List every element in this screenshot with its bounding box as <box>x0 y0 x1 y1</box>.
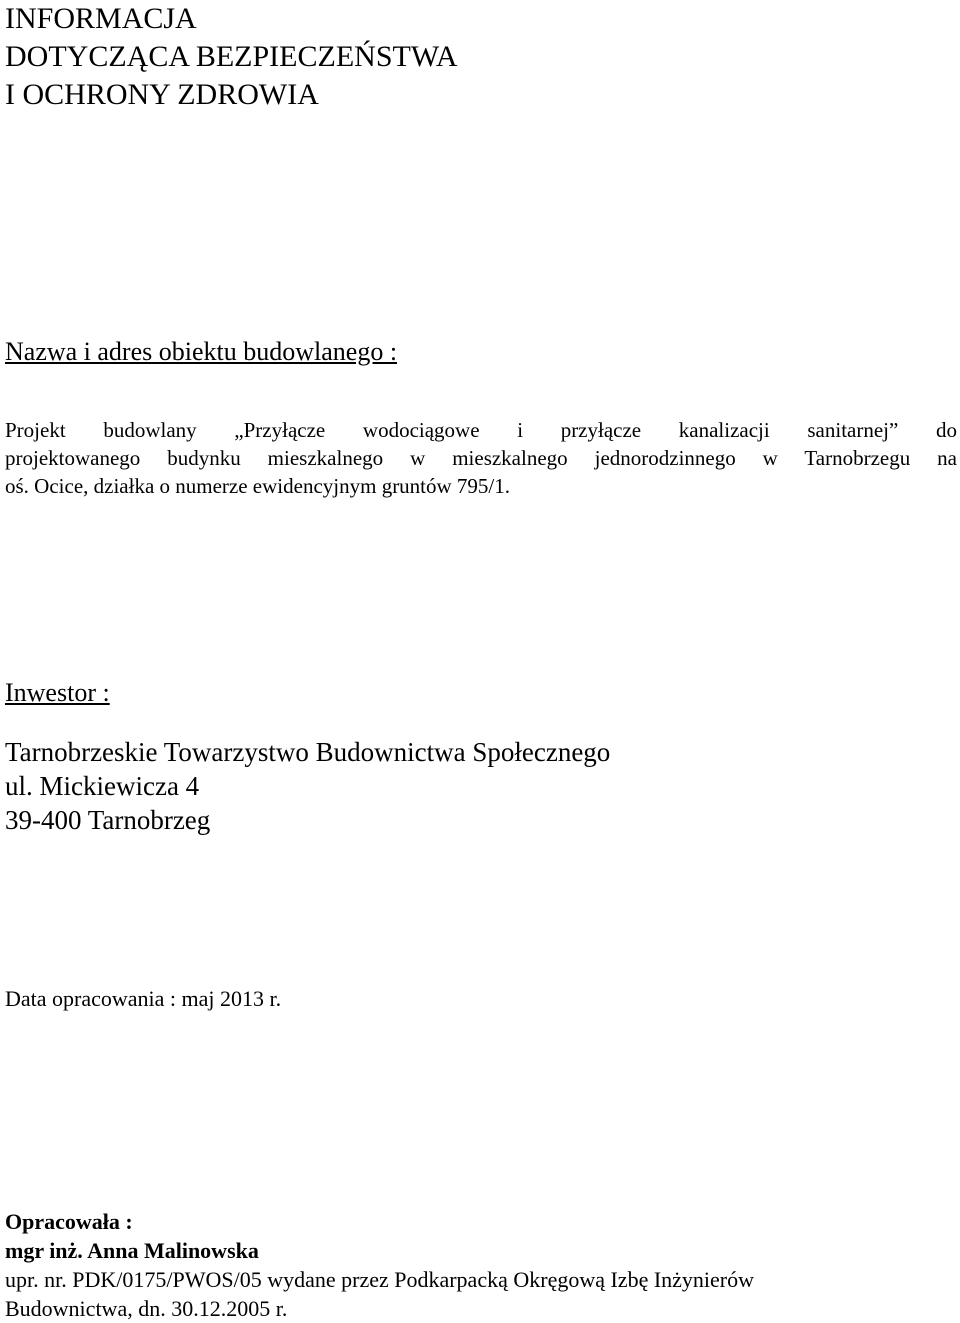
preparation-date: Data opracowania : maj 2013 r. <box>5 986 282 1011</box>
object-description <box>5 416 957 500</box>
author-license-line-1: upr. nr. PDK/0175/PWOS/05 wydane przez Podkarpacką Okręgową Izbę Inżynierów <box>5 1267 755 1292</box>
author-label: Opracowała : <box>5 1209 133 1234</box>
description-line-2: projektowanego budynku mieszkalnego w mieszkalnego jednorodzinnego w Tarnobrzegu na <box>5 446 957 470</box>
title-line-1: INFORMACJA <box>5 2 197 35</box>
title-line-2: DOTYCZĄCA BEZPIECZEŃSTWA <box>5 40 458 73</box>
title-line-3: I OCHRONY ZDROWIA <box>5 78 319 111</box>
investor-name: Tarnobrzeskie Towarzystwo Budownictwa Społecznego <box>5 737 611 767</box>
investor-details <box>5 735 610 837</box>
author-block <box>5 1207 754 1323</box>
investor-street: ul. Mickiewicza 4 <box>5 771 200 801</box>
description-line-1: Projekt budowlany „Przyłącze wodociągowe i przyłącze kanalizacji sanitarnej” do <box>5 418 957 442</box>
investor-city: 39-400 Tarnobrzeg <box>5 805 211 835</box>
author-name: mgr inż. Anna Malinowska <box>5 1238 259 1263</box>
object-name-heading: Nazwa i adres obiektu budowlanego : <box>5 337 398 366</box>
description-line-3: oś. Ocice, działka o numerze ewidencyjnym gruntów 795/1. <box>5 474 511 498</box>
investor-heading: Inwestor : <box>5 678 110 707</box>
author-license-line-2: Budownictwa, dn. 30.12.2005 r. <box>5 1296 288 1321</box>
document-title <box>5 0 458 114</box>
